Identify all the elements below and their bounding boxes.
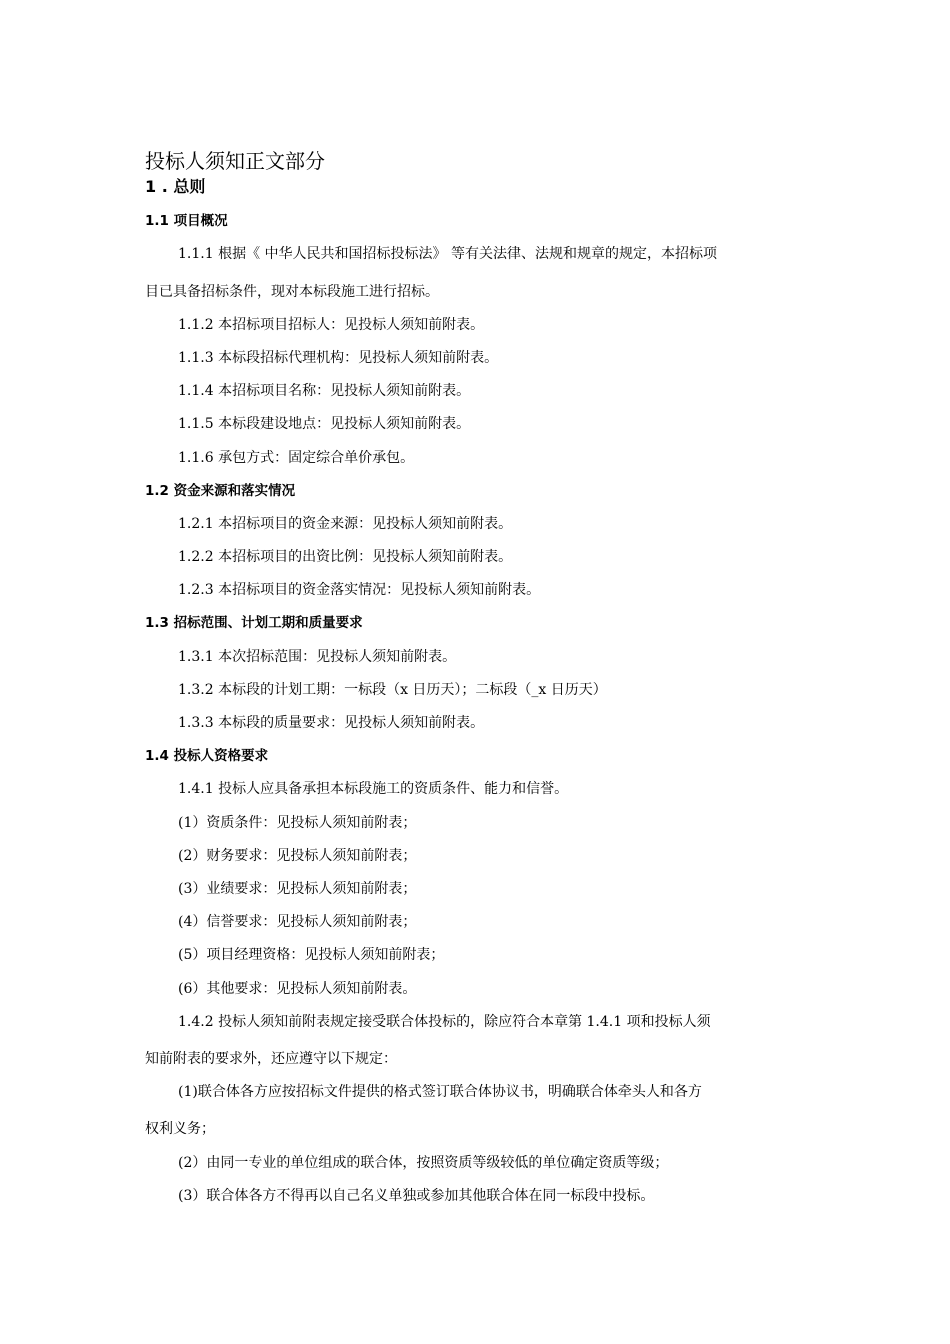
section-heading-1-1: 1.1 项目概况 xyxy=(145,213,228,229)
paragraph-1-4-2: 1.4.2 投标人须知前附表规定接受联合体投标的，除应符合本章第 1.4.1 项和投标人须 xyxy=(178,1014,711,1030)
list-item-consortium-agreement: (1)联合体各方应按招标文件提供的格式签订联合体协议书，明确联合体牵头人和各方 xyxy=(178,1084,702,1100)
list-item-financial: (2）财务要求：见投标人须知前附表； xyxy=(178,848,417,864)
paragraph-1-1-1: 1.1.1 根据《 中华人民共和国招标投标法》 等有关法律、法规和规章的规定，本招标项 xyxy=(178,246,717,262)
paragraph-1-1-6: 1.1.6 承包方式：固定综合单价承包。 xyxy=(178,450,415,466)
paragraph-1-2-1: 1.2.1 本招标项目的资金来源：见投标人须知前附表。 xyxy=(178,516,513,532)
list-item-qualification: (1）资质条件：见投标人须知前附表； xyxy=(178,815,417,831)
paragraph-1-1-2: 1.1.2 本招标项目招标人：见投标人须知前附表。 xyxy=(178,317,485,333)
section-heading-1-2: 1.2 资金来源和落实情况 xyxy=(145,483,296,499)
list-item-reputation: (4）信誉要求：见投标人须知前附表； xyxy=(178,914,417,930)
paragraph-1-1-5: 1.1.5 本标段建设地点：见投标人须知前附表。 xyxy=(178,416,471,432)
paragraph-1-2-2: 1.2.2 本招标项目的出资比例：见投标人须知前附表。 xyxy=(178,549,513,565)
document-title: 投标人须知正文部分 xyxy=(145,149,325,173)
list-item-other: (6）其他要求：见投标人须知前附表。 xyxy=(178,981,417,997)
paragraph-1-1-4: 1.1.4 本招标项目名称：见投标人须知前附表。 xyxy=(178,383,471,399)
paragraph-1-4-1: 1.4.1 投标人应具备承担本标段施工的资质条件、能力和信誉。 xyxy=(178,781,569,797)
section-heading-1-4: 1.4 投标人资格要求 xyxy=(145,748,269,764)
paragraph-1-1-3: 1.1.3 本标段招标代理机构：见投标人须知前附表。 xyxy=(178,350,499,366)
paragraph-1-3-2: 1.3.2 本标段的计划工期：一标段（x 日历天）；二标段（_x 日历天） xyxy=(178,682,607,698)
list-item-performance: (3）业绩要求：见投标人须知前附表； xyxy=(178,881,417,897)
paragraph-1-4-2-continued: 知前附表的要求外，还应遵守以下规定： xyxy=(145,1051,397,1067)
chapter-heading: 1 . 总则 xyxy=(145,177,206,196)
list-item-consortium-qualification: (2）由同一专业的单位组成的联合体，按照资质等级较低的单位确定资质等级； xyxy=(178,1155,669,1171)
paragraph-1-2-3: 1.2.3 本招标项目的资金落实情况：见投标人须知前附表。 xyxy=(178,582,541,598)
paragraph-1-3-1: 1.3.1 本次招标范围：见投标人须知前附表。 xyxy=(178,649,457,665)
paragraph-1-1-1-continued: 目已具备招标条件，现对本标段施工进行招标。 xyxy=(145,284,439,300)
paragraph-1-3-3: 1.3.3 本标段的质量要求：见投标人须知前附表。 xyxy=(178,715,485,731)
list-item-consortium-restriction: (3）联合体各方不得再以自己名义单独或参加其他联合体在同一标段中投标。 xyxy=(178,1188,655,1204)
list-item-project-manager: (5）项目经理资格：见投标人须知前附表； xyxy=(178,947,445,963)
section-heading-1-3: 1.3 招标范围、计划工期和质量要求 xyxy=(145,615,363,631)
list-item-consortium-agreement-continued: 权利义务； xyxy=(145,1121,215,1137)
